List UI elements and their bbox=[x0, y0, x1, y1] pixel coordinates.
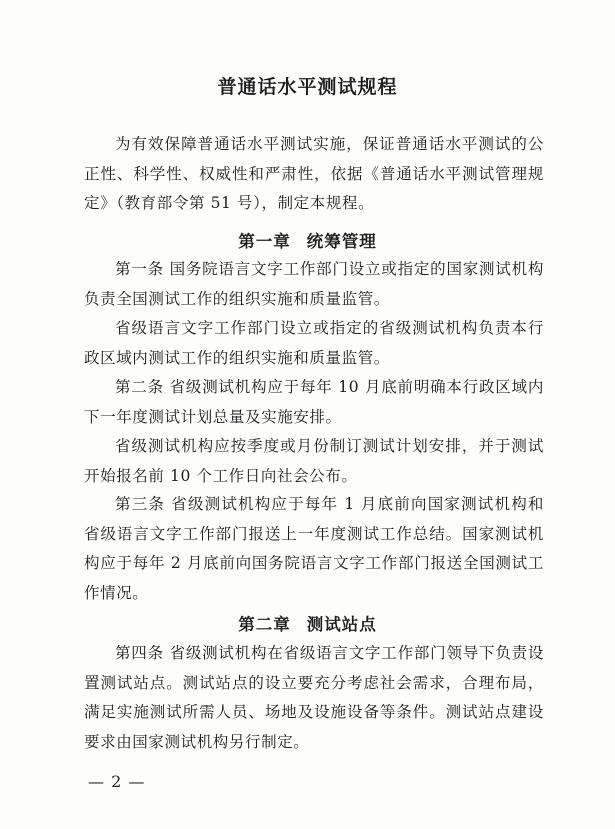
article-2-paragraph: 第二条 省级测试机构应于每年 10 月底前明确本行政区域内下一年度测试计划总量及实施安排。 bbox=[84, 378, 544, 426]
document-title: 普通话水平测试规程 bbox=[217, 76, 398, 98]
article-1-paragraph: 第一条 国务院语言文字工作部门设立或指定的国家测试机构负责全国测试工作的组织实施和质量监管。 bbox=[84, 260, 544, 308]
chapter-2-number: 第二章 bbox=[238, 615, 291, 634]
article-1-second-paragraph: 省级语言文字工作部门设立或指定的省级测试机构负责本行政区域内测试工作的组织实施和质量监管。 bbox=[84, 319, 544, 367]
article-4-paragraph: 第四条 省级测试机构在省级语言文字工作部门领导下负责设置测试站点。测试站点的设立要充分考虑社会需求，合理布局，满足实施测试所需人员、场地及设施设备等条件。测试站点建设要求由国家测试机构另行制定。 bbox=[84, 644, 544, 751]
article-2-second-paragraph: 省级测试机构应按季度或月份制订测试计划安排，并于测试开始报名前 10 个工作日向社会公布。 bbox=[84, 437, 544, 485]
article-3-paragraph: 第三条 省级测试机构应于每年 1 月底前向国家测试机构和省级语言文字工作部门报送上一年度测试工作总结。国家测试机构应于每年 2 月底前向国务院语言文字工作部门报送全国测试工作情况。 bbox=[84, 495, 544, 602]
chapter-1-name: 统筹管理 bbox=[306, 232, 377, 251]
intro-paragraph: 为有效保障普通话水平测试实施，保证普通话水平测试的公正性、科学性、权威性和严肃性，依据《普通话水平测试管理规定》（教育部令第 51 号），制定本规程。 bbox=[84, 135, 544, 213]
page-number: — 2 — bbox=[88, 772, 146, 791]
chapter-2-name: 测试站点 bbox=[306, 615, 377, 634]
chapter-1-heading bbox=[0, 228, 615, 252]
chapter-1-number: 第一章 bbox=[238, 232, 291, 251]
chapter-2-heading bbox=[0, 611, 615, 635]
